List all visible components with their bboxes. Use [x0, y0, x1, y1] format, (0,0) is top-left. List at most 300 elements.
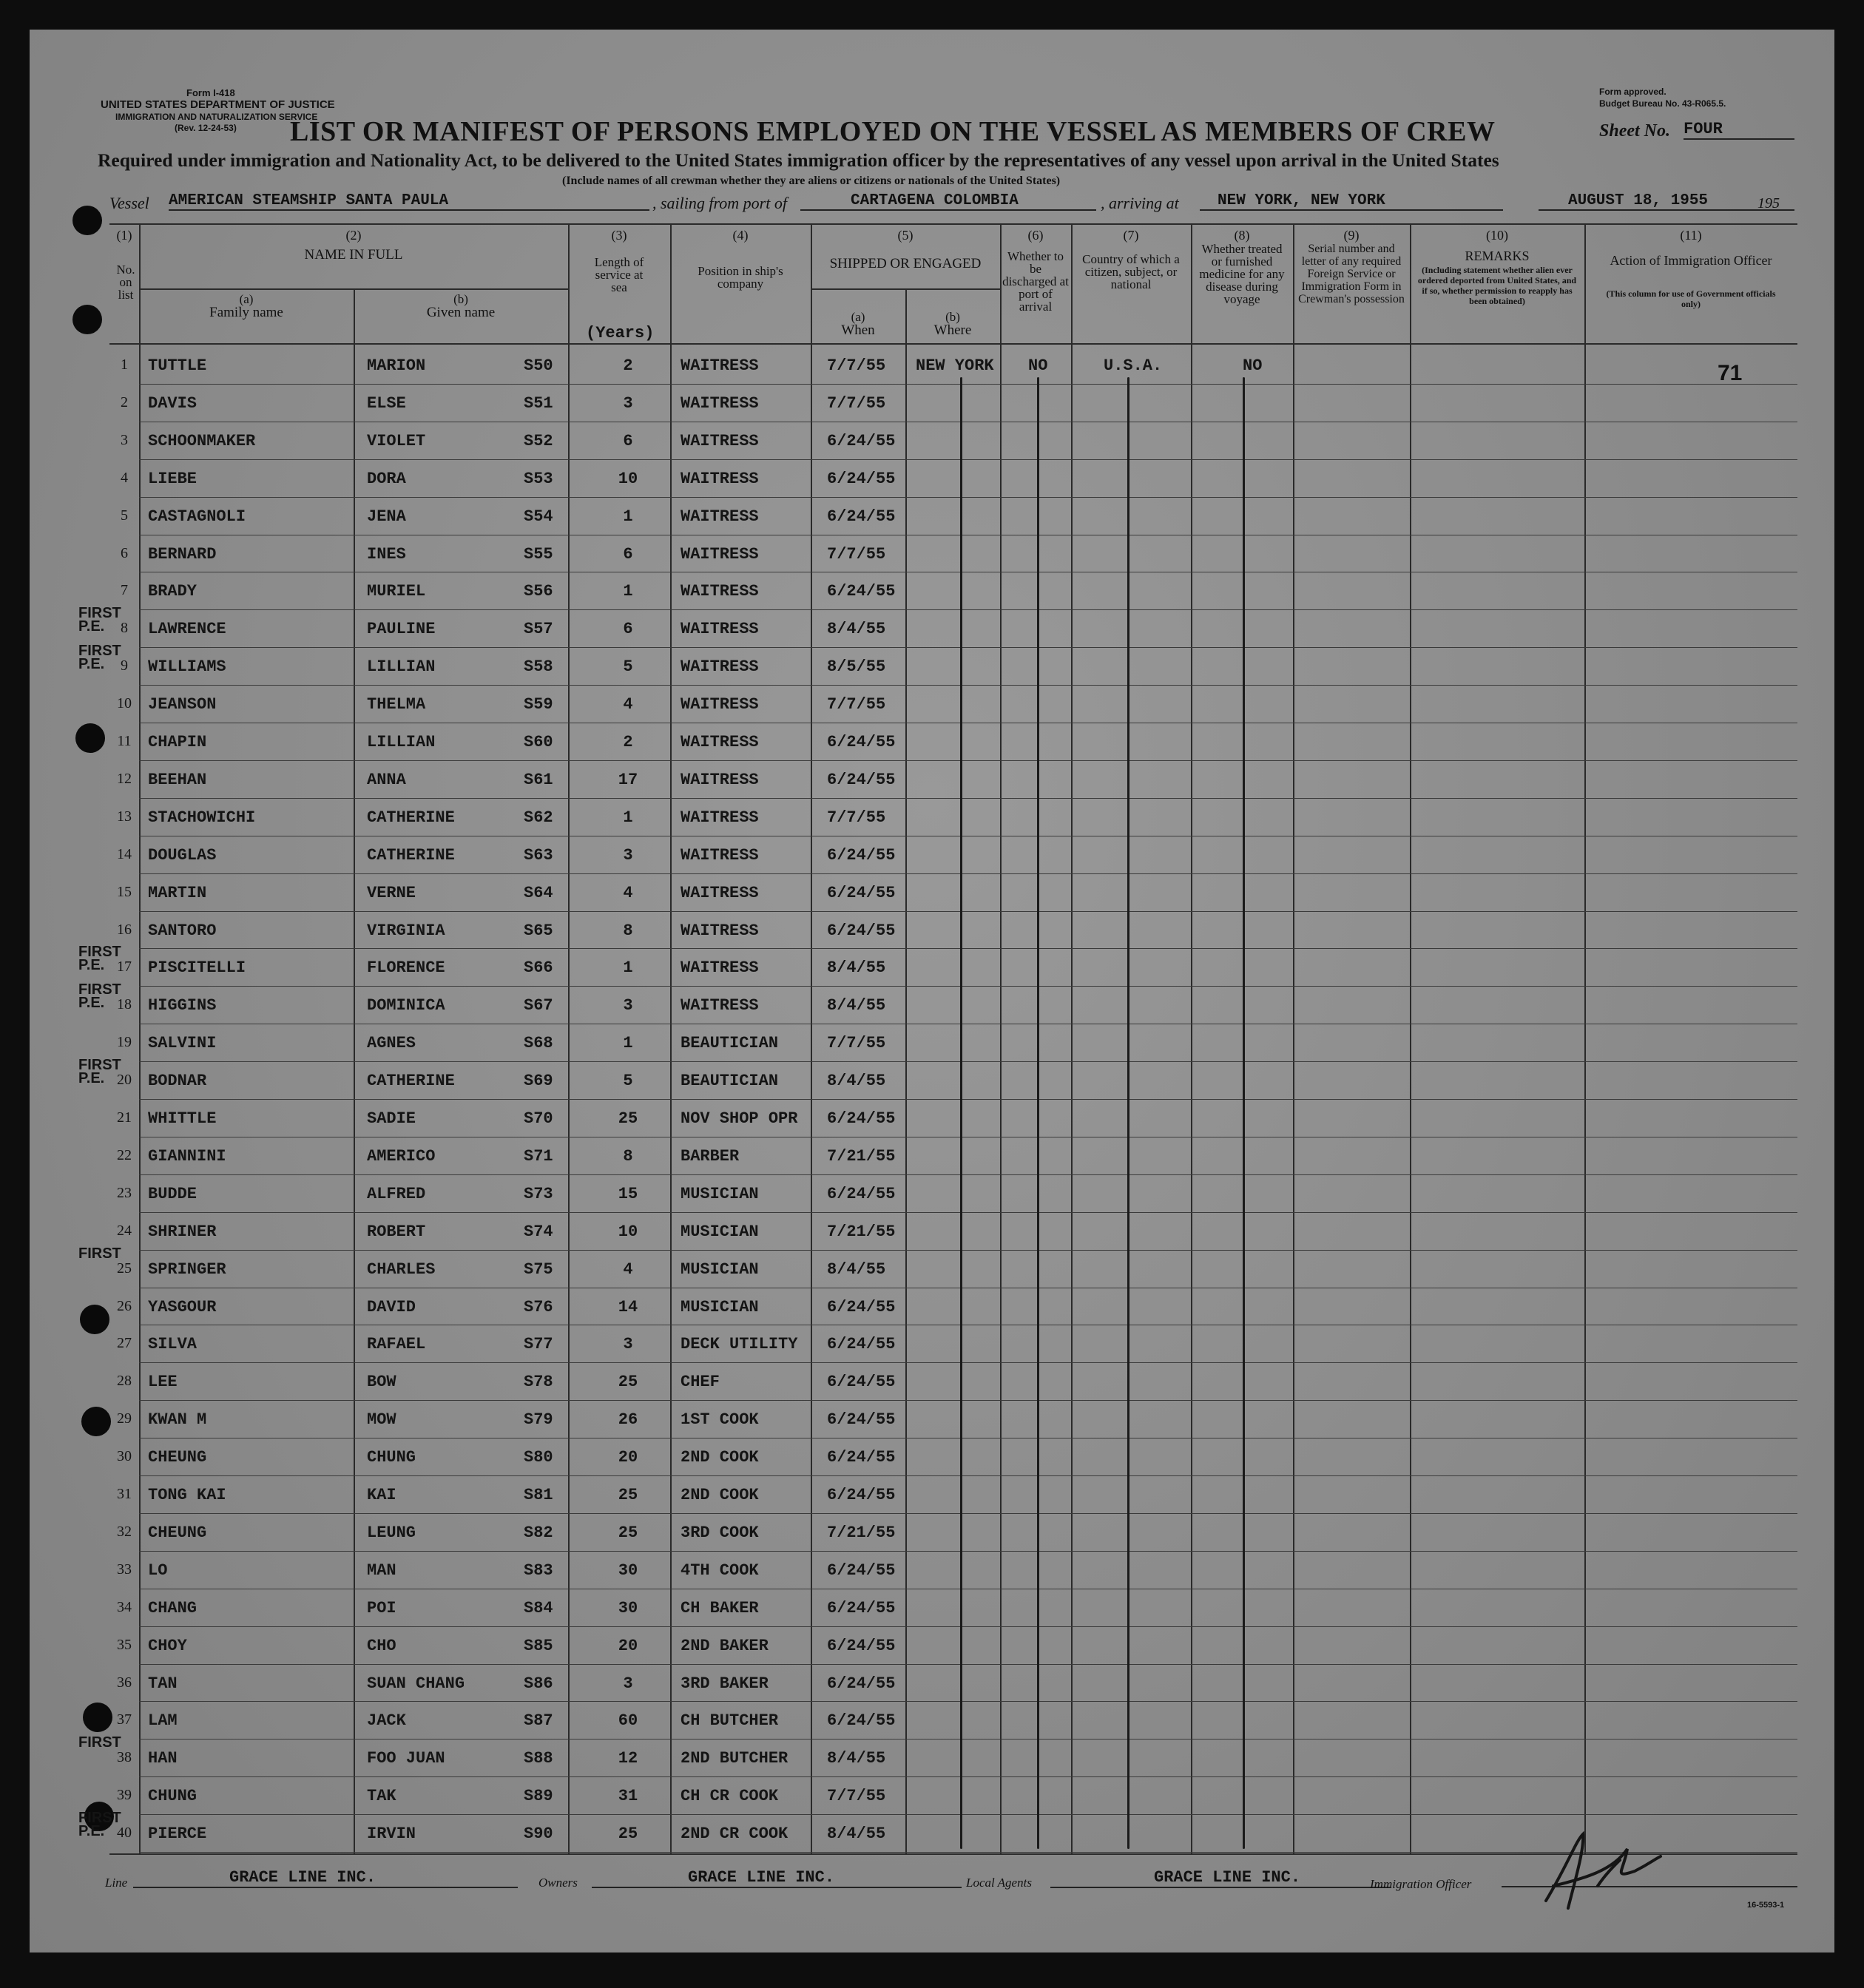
position: BEAUTICIAN — [681, 1034, 779, 1053]
row-number: 35 — [117, 1636, 132, 1653]
given-name: ALFRED — [367, 1184, 426, 1203]
row-divider — [139, 1212, 1797, 1213]
page-note: (Include names of all crewman whether they are aliens or citizens or nationals of the United States) — [562, 175, 1061, 187]
shipped-when: 6/24/55 — [827, 507, 896, 526]
shipped-when: 6/24/55 — [827, 845, 896, 865]
position: WAITRESS — [681, 733, 759, 751]
family-name: DAVIS — [148, 393, 197, 413]
row-number: 16 — [117, 921, 132, 938]
vessel-label: Vessel — [109, 194, 149, 212]
service-years: 4 — [623, 883, 633, 902]
given-name: PAULINE — [367, 620, 436, 639]
service-years: 4 — [623, 1260, 633, 1279]
crew-code: S76 — [524, 1297, 553, 1316]
service-years: 6 — [623, 431, 633, 450]
row-number: 25 — [117, 1260, 132, 1277]
col11-number: (11) — [1680, 228, 1702, 243]
shipped-when: 6/24/55 — [827, 1636, 896, 1655]
given-name: BOW — [367, 1373, 396, 1392]
service-years: 30 — [618, 1598, 638, 1617]
crew-code: S65 — [524, 921, 553, 940]
given-name: KAI — [367, 1486, 396, 1504]
shipped-when: 7/7/55 — [827, 1787, 886, 1806]
family-name: WILLIAMS — [148, 657, 226, 677]
family-name: LAWRENCE — [148, 620, 226, 639]
family-name: MARTIN — [148, 883, 207, 902]
position: CHEF — [681, 1373, 720, 1392]
position: WAITRESS — [681, 958, 759, 978]
col-divider — [1191, 223, 1192, 1855]
service-years: 60 — [618, 1711, 638, 1731]
position: 2ND COOK — [681, 1448, 759, 1467]
row-number: 3 — [121, 431, 128, 448]
department-name: UNITED STATES DEPARTMENT OF JUSTICE — [101, 98, 335, 111]
service-years: 3 — [623, 1335, 633, 1354]
row-divider — [139, 1475, 1797, 1476]
given-name: DORA — [367, 469, 406, 488]
shipped-when: 6/24/55 — [827, 1674, 896, 1693]
col2a-header: Family name — [209, 305, 283, 320]
officer-label: Immigration Officer — [1370, 1877, 1472, 1891]
shipped-when: 7/21/55 — [827, 1222, 896, 1241]
service-years: 1 — [623, 507, 633, 526]
position: WAITRESS — [681, 469, 759, 488]
vessel-name: AMERICAN STEAMSHIP SANTA PAULA — [169, 192, 649, 211]
line-label: Line — [105, 1876, 128, 1890]
ditto-line — [1243, 377, 1245, 1849]
row-number: 29 — [117, 1410, 132, 1427]
margin-annotation: FIRST — [78, 1734, 121, 1751]
shipped-when: 6/24/55 — [827, 1410, 896, 1430]
officer-signature — [1502, 1805, 1679, 1923]
family-name: SCHOONMAKER — [148, 431, 256, 450]
col8-header: Whether treated or furnished medicine for any disease during voyage — [1199, 242, 1285, 306]
col2a-number: (a) — [239, 292, 254, 306]
col11-header: Action of Immigration Officer — [1610, 253, 1772, 268]
family-name: LIEBE — [148, 469, 197, 488]
col8-number: (8) — [1234, 228, 1250, 243]
agents-label: Local Agents — [966, 1876, 1032, 1890]
family-name: BEEHAN — [148, 770, 207, 789]
col-divider — [1000, 223, 1002, 1855]
crew-code: S68 — [524, 1034, 553, 1053]
col10-header: REMARKS — [1465, 248, 1530, 263]
col9-number: (9) — [1343, 228, 1360, 243]
row-divider — [139, 1776, 1797, 1777]
shipped-when: 7/7/55 — [827, 544, 886, 564]
punch-hole — [75, 723, 105, 753]
shipped-where: NEW YORK — [916, 356, 994, 375]
form-id: Form I-418 — [186, 87, 235, 98]
given-name: VIRGINIA — [367, 921, 445, 940]
margin-annotation: FIRST P.E. — [78, 981, 121, 1012]
given-name: INES — [367, 544, 406, 564]
service-years: 17 — [618, 770, 638, 789]
family-name: BRADY — [148, 582, 197, 601]
crew-code: S88 — [524, 1749, 553, 1768]
row-divider — [139, 1099, 1797, 1100]
shipped-when: 6/24/55 — [827, 1184, 896, 1203]
service-years: 1 — [623, 582, 633, 601]
position: MUSICIAN — [681, 1222, 759, 1241]
crew-code: S73 — [524, 1184, 553, 1203]
row-divider — [139, 986, 1797, 987]
row-divider — [139, 1739, 1797, 1740]
row-number: 10 — [117, 695, 132, 712]
family-name: CHUNG — [148, 1787, 197, 1806]
position: BEAUTICIAN — [681, 1072, 779, 1091]
shipped-when: 7/7/55 — [827, 356, 886, 375]
crew-code: S80 — [524, 1448, 553, 1467]
family-name: PIERCE — [148, 1825, 207, 1844]
given-name: SADIE — [367, 1109, 416, 1128]
position: WAITRESS — [681, 695, 759, 714]
position: MUSICIAN — [681, 1260, 759, 1279]
family-name: LO — [148, 1561, 168, 1580]
position: WAITRESS — [681, 356, 759, 375]
row-number: 30 — [117, 1448, 132, 1465]
family-name: TAN — [148, 1674, 178, 1693]
ditto-line — [1127, 377, 1129, 1849]
row-number: 23 — [117, 1184, 132, 1201]
given-name: LILLIAN — [367, 657, 436, 677]
col4-number: (4) — [732, 228, 749, 243]
position: 1ST COOK — [681, 1410, 759, 1430]
family-name: HIGGINS — [148, 996, 217, 1015]
row-number: 33 — [117, 1561, 132, 1578]
row-divider — [139, 1174, 1797, 1175]
col5a-number: (a) — [851, 310, 865, 324]
row-divider — [139, 1400, 1797, 1401]
col-divider — [905, 288, 907, 1855]
given-name: CHO — [367, 1636, 396, 1655]
service-years: 8 — [623, 1146, 633, 1166]
service-years: 6 — [623, 544, 633, 564]
position: WAITRESS — [681, 921, 759, 940]
shipped-when: 7/7/55 — [827, 393, 886, 413]
family-name: DOUGLAS — [148, 845, 217, 865]
shipped-when: 8/4/55 — [827, 1260, 886, 1279]
given-name: LEUNG — [367, 1523, 416, 1542]
family-name: SHRINER — [148, 1222, 217, 1241]
crew-code: S84 — [524, 1598, 553, 1617]
service-years: 2 — [623, 356, 633, 375]
row-divider — [139, 459, 1797, 460]
crew-code: S66 — [524, 958, 553, 978]
col-divider — [670, 223, 672, 1855]
ditto-line — [960, 377, 962, 1849]
arriving-label: , arriving at — [1101, 194, 1179, 212]
position: CH CR COOK — [681, 1787, 779, 1806]
given-name: CATHERINE — [367, 845, 455, 865]
family-name: PISCITELLI — [148, 958, 246, 978]
position: WAITRESS — [681, 544, 759, 564]
col6-header: Whether to be discharged at port of arrival — [1002, 249, 1069, 314]
row-divider — [139, 760, 1797, 761]
given-name: TAK — [367, 1787, 396, 1806]
row-divider — [139, 647, 1797, 648]
crew-code: S59 — [524, 695, 553, 714]
shipped-when: 6/24/55 — [827, 1561, 896, 1580]
row-divider — [139, 685, 1797, 686]
col-divider — [1071, 223, 1073, 1855]
row-number: 14 — [117, 845, 132, 862]
position: WAITRESS — [681, 808, 759, 827]
shipped-when: 7/21/55 — [827, 1523, 896, 1542]
service-years: 25 — [618, 1486, 638, 1504]
crew-code: S75 — [524, 1260, 553, 1279]
given-name: FOO JUAN — [367, 1749, 445, 1768]
col5b-number: (b) — [945, 310, 960, 324]
crew-code: S57 — [524, 620, 553, 639]
service-years: 6 — [623, 620, 633, 639]
family-name: CHEUNG — [148, 1448, 207, 1467]
family-name: LAM — [148, 1711, 178, 1731]
shipped-when: 6/24/55 — [827, 1335, 896, 1354]
crew-code: S54 — [524, 507, 553, 526]
family-name: TONG KAI — [148, 1486, 226, 1504]
line-value: GRACE LINE INC. — [133, 1868, 518, 1888]
shipped-when: 7/7/55 — [827, 808, 886, 827]
year-suffix: 195 — [1757, 195, 1780, 212]
row-number: 7 — [121, 582, 128, 599]
service-years: 3 — [623, 996, 633, 1015]
row-number: 26 — [117, 1297, 132, 1314]
header-bottom-border — [109, 343, 1797, 345]
family-name: BERNARD — [148, 544, 217, 564]
shipped-when: 6/24/55 — [827, 469, 896, 488]
margin-annotation: FIRST P.E. — [78, 1057, 121, 1087]
row-number: 20 — [117, 1072, 132, 1089]
service-years: 25 — [618, 1109, 638, 1128]
table-top-border — [109, 223, 1797, 225]
row-number: 21 — [117, 1109, 132, 1126]
row-divider — [139, 1061, 1797, 1062]
row-number: 39 — [117, 1787, 132, 1804]
row-number: 31 — [117, 1486, 132, 1502]
row-number: 36 — [117, 1674, 132, 1691]
position: MUSICIAN — [681, 1184, 759, 1203]
col1-header: No. on list — [116, 263, 135, 302]
crew-code: S87 — [524, 1711, 553, 1731]
crew-code: S51 — [524, 393, 553, 413]
service-years: 1 — [623, 808, 633, 827]
position: WAITRESS — [681, 770, 759, 789]
medicine-value: NO — [1243, 356, 1263, 375]
shipped-when: 7/7/55 — [827, 695, 886, 714]
family-name: CHANG — [148, 1598, 197, 1617]
crew-code: S74 — [524, 1222, 553, 1241]
shipped-when: 8/4/55 — [827, 1825, 886, 1844]
form-code: 16-5593-1 — [1747, 1901, 1785, 1910]
given-name: IRVIN — [367, 1825, 416, 1844]
col5-number: (5) — [897, 228, 914, 243]
position: WAITRESS — [681, 883, 759, 902]
col7-number: (7) — [1123, 228, 1139, 243]
margin-annotation: FIRST P.E. — [78, 944, 121, 974]
col-divider — [1584, 223, 1586, 1855]
service-name: IMMIGRATION AND NATURALIZATION SERVICE — [115, 112, 318, 122]
col2b-header: Given name — [426, 305, 496, 320]
service-years: 1 — [623, 1034, 633, 1053]
col-divider — [568, 223, 570, 1855]
position: 2ND BAKER — [681, 1636, 769, 1655]
col5b-header: Where — [933, 322, 972, 338]
margin-annotation: FIRST P.E. — [78, 643, 121, 673]
given-name: THELMA — [367, 695, 426, 714]
row-divider — [139, 1664, 1797, 1665]
row-number: 18 — [117, 996, 132, 1013]
family-name: BUDDE — [148, 1184, 197, 1203]
given-name: MOW — [367, 1410, 396, 1430]
col-divider — [1293, 223, 1294, 1855]
shipped-when: 6/24/55 — [827, 1598, 896, 1617]
crew-code: S70 — [524, 1109, 553, 1128]
crew-code: S50 — [524, 356, 553, 375]
service-years: 12 — [618, 1749, 638, 1768]
given-name: MARION — [367, 356, 426, 375]
col2-header: NAME IN FULL — [304, 247, 403, 263]
crew-code: S58 — [524, 657, 553, 677]
service-years: 31 — [618, 1787, 638, 1806]
col-divider — [354, 288, 355, 1855]
row-divider — [139, 497, 1797, 498]
service-years: 2 — [623, 733, 633, 751]
crew-code: S79 — [524, 1410, 553, 1430]
punch-hole — [83, 1703, 112, 1732]
sailing-port: CARTAGENA COLOMBIA — [800, 192, 1096, 211]
margin-annotation: FIRST — [78, 1245, 121, 1262]
service-years: 25 — [618, 1523, 638, 1542]
shipped-when: 6/24/55 — [827, 1109, 896, 1128]
col6-number: (6) — [1027, 228, 1044, 243]
crew-code: S52 — [524, 431, 553, 450]
crew-code: S78 — [524, 1373, 553, 1392]
position: BARBER — [681, 1146, 740, 1166]
discharged-value: NO — [1028, 356, 1048, 375]
shipped-when: 6/24/55 — [827, 1297, 896, 1316]
shipped-when: 6/24/55 — [827, 1448, 896, 1467]
family-name: CHAPIN — [148, 733, 207, 751]
crew-code: S56 — [524, 582, 553, 601]
family-name: SILVA — [148, 1335, 197, 1354]
shipped-when: 8/4/55 — [827, 958, 886, 978]
position: 2ND BUTCHER — [681, 1749, 789, 1768]
shipped-when: 6/24/55 — [827, 733, 896, 751]
row-number: 5 — [121, 507, 128, 524]
officer-action-number: 71 — [1718, 361, 1743, 385]
sheet-label: Sheet No. — [1599, 121, 1670, 141]
family-name: CASTAGNOLI — [148, 507, 246, 526]
row-divider — [139, 1250, 1797, 1251]
position: WAITRESS — [681, 845, 759, 865]
col5a-header: When — [841, 322, 875, 338]
col-divider — [139, 223, 141, 1855]
given-name: FLORENCE — [367, 958, 445, 978]
position: MUSICIAN — [681, 1297, 759, 1316]
service-years: 3 — [623, 845, 633, 865]
row-divider — [139, 798, 1797, 799]
owners-label: Owners — [538, 1876, 578, 1890]
shipped-when: 8/4/55 — [827, 1072, 886, 1091]
col10-number: (10) — [1486, 228, 1508, 243]
col2b-number: (b) — [453, 292, 468, 306]
page-title: LIST OR MANIFEST OF PERSONS EMPLOYED ON THE VESSEL AS MEMBERS OF CREW — [290, 116, 1496, 147]
col3-number: (3) — [611, 228, 627, 243]
row-divider — [139, 1551, 1797, 1552]
given-name: VERNE — [367, 883, 416, 902]
family-name: YASGOUR — [148, 1297, 217, 1316]
position: CH BUTCHER — [681, 1711, 779, 1731]
position: 3RD COOK — [681, 1523, 759, 1542]
position: WAITRESS — [681, 393, 759, 413]
sailing-label: , sailing from port of — [652, 194, 787, 212]
col9-header: Serial number and letter of any required Foreign Service or Immigration Form in Crewman's possession — [1298, 243, 1405, 305]
service-years: 20 — [618, 1448, 638, 1467]
given-name: LILLIAN — [367, 733, 436, 751]
family-name: BODNAR — [148, 1072, 207, 1091]
family-name: WHITTLE — [148, 1109, 217, 1128]
ditto-line — [1037, 377, 1039, 1849]
given-name: POI — [367, 1598, 396, 1617]
position: WAITRESS — [681, 996, 759, 1015]
row-divider — [139, 1513, 1797, 1514]
crew-code: S83 — [524, 1561, 553, 1580]
country-value: U.S.A. — [1104, 356, 1163, 375]
col2-number: (2) — [345, 228, 362, 243]
row-divider — [139, 1701, 1797, 1702]
shipped-when: 8/4/55 — [827, 620, 886, 639]
row-divider — [139, 384, 1797, 385]
row-number: 22 — [117, 1146, 132, 1163]
row-divider — [139, 873, 1797, 874]
shipped-when: 6/24/55 — [827, 883, 896, 902]
given-name: MAN — [367, 1561, 396, 1580]
page-subtitle: Required under immigration and Nationality Act, to be delivered to the United States immigration officer by the representatives of any vessel upon arrival in the United States — [98, 149, 1499, 171]
crew-code: S89 — [524, 1787, 553, 1806]
given-name: RAFAEL — [367, 1335, 426, 1354]
col3-header: Length of service at sea — [594, 255, 644, 294]
row-number: 37 — [117, 1711, 132, 1728]
row-number: 11 — [117, 733, 132, 749]
shipped-when: 6/24/55 — [827, 1373, 896, 1392]
given-name: VIOLET — [367, 431, 426, 450]
row-number: 12 — [117, 770, 132, 787]
row-number: 19 — [117, 1034, 132, 1051]
crew-code: S64 — [524, 883, 553, 902]
position: WAITRESS — [681, 582, 759, 601]
family-name: HAN — [148, 1749, 178, 1768]
crew-code: S77 — [524, 1335, 553, 1354]
row-divider — [139, 948, 1797, 949]
col3-unit: (Years) — [586, 324, 655, 342]
form-approved: Form approved. — [1599, 87, 1667, 97]
service-years: 25 — [618, 1373, 638, 1392]
service-years: 26 — [618, 1410, 638, 1430]
sheet-number: FOUR — [1684, 120, 1794, 140]
row-divider — [139, 911, 1797, 912]
shipped-when: 8/4/55 — [827, 1749, 886, 1768]
crew-code: S61 — [524, 770, 553, 789]
service-years: 15 — [618, 1184, 638, 1203]
shipped-when: 8/5/55 — [827, 657, 886, 677]
col-divider — [1410, 223, 1411, 1855]
shipped-when: 6/24/55 — [827, 921, 896, 940]
row-divider — [139, 1626, 1797, 1627]
arrival-date: AUGUST 18, 1955 — [1539, 192, 1794, 211]
row-number: 38 — [117, 1749, 132, 1766]
row-number: 2 — [121, 393, 128, 410]
